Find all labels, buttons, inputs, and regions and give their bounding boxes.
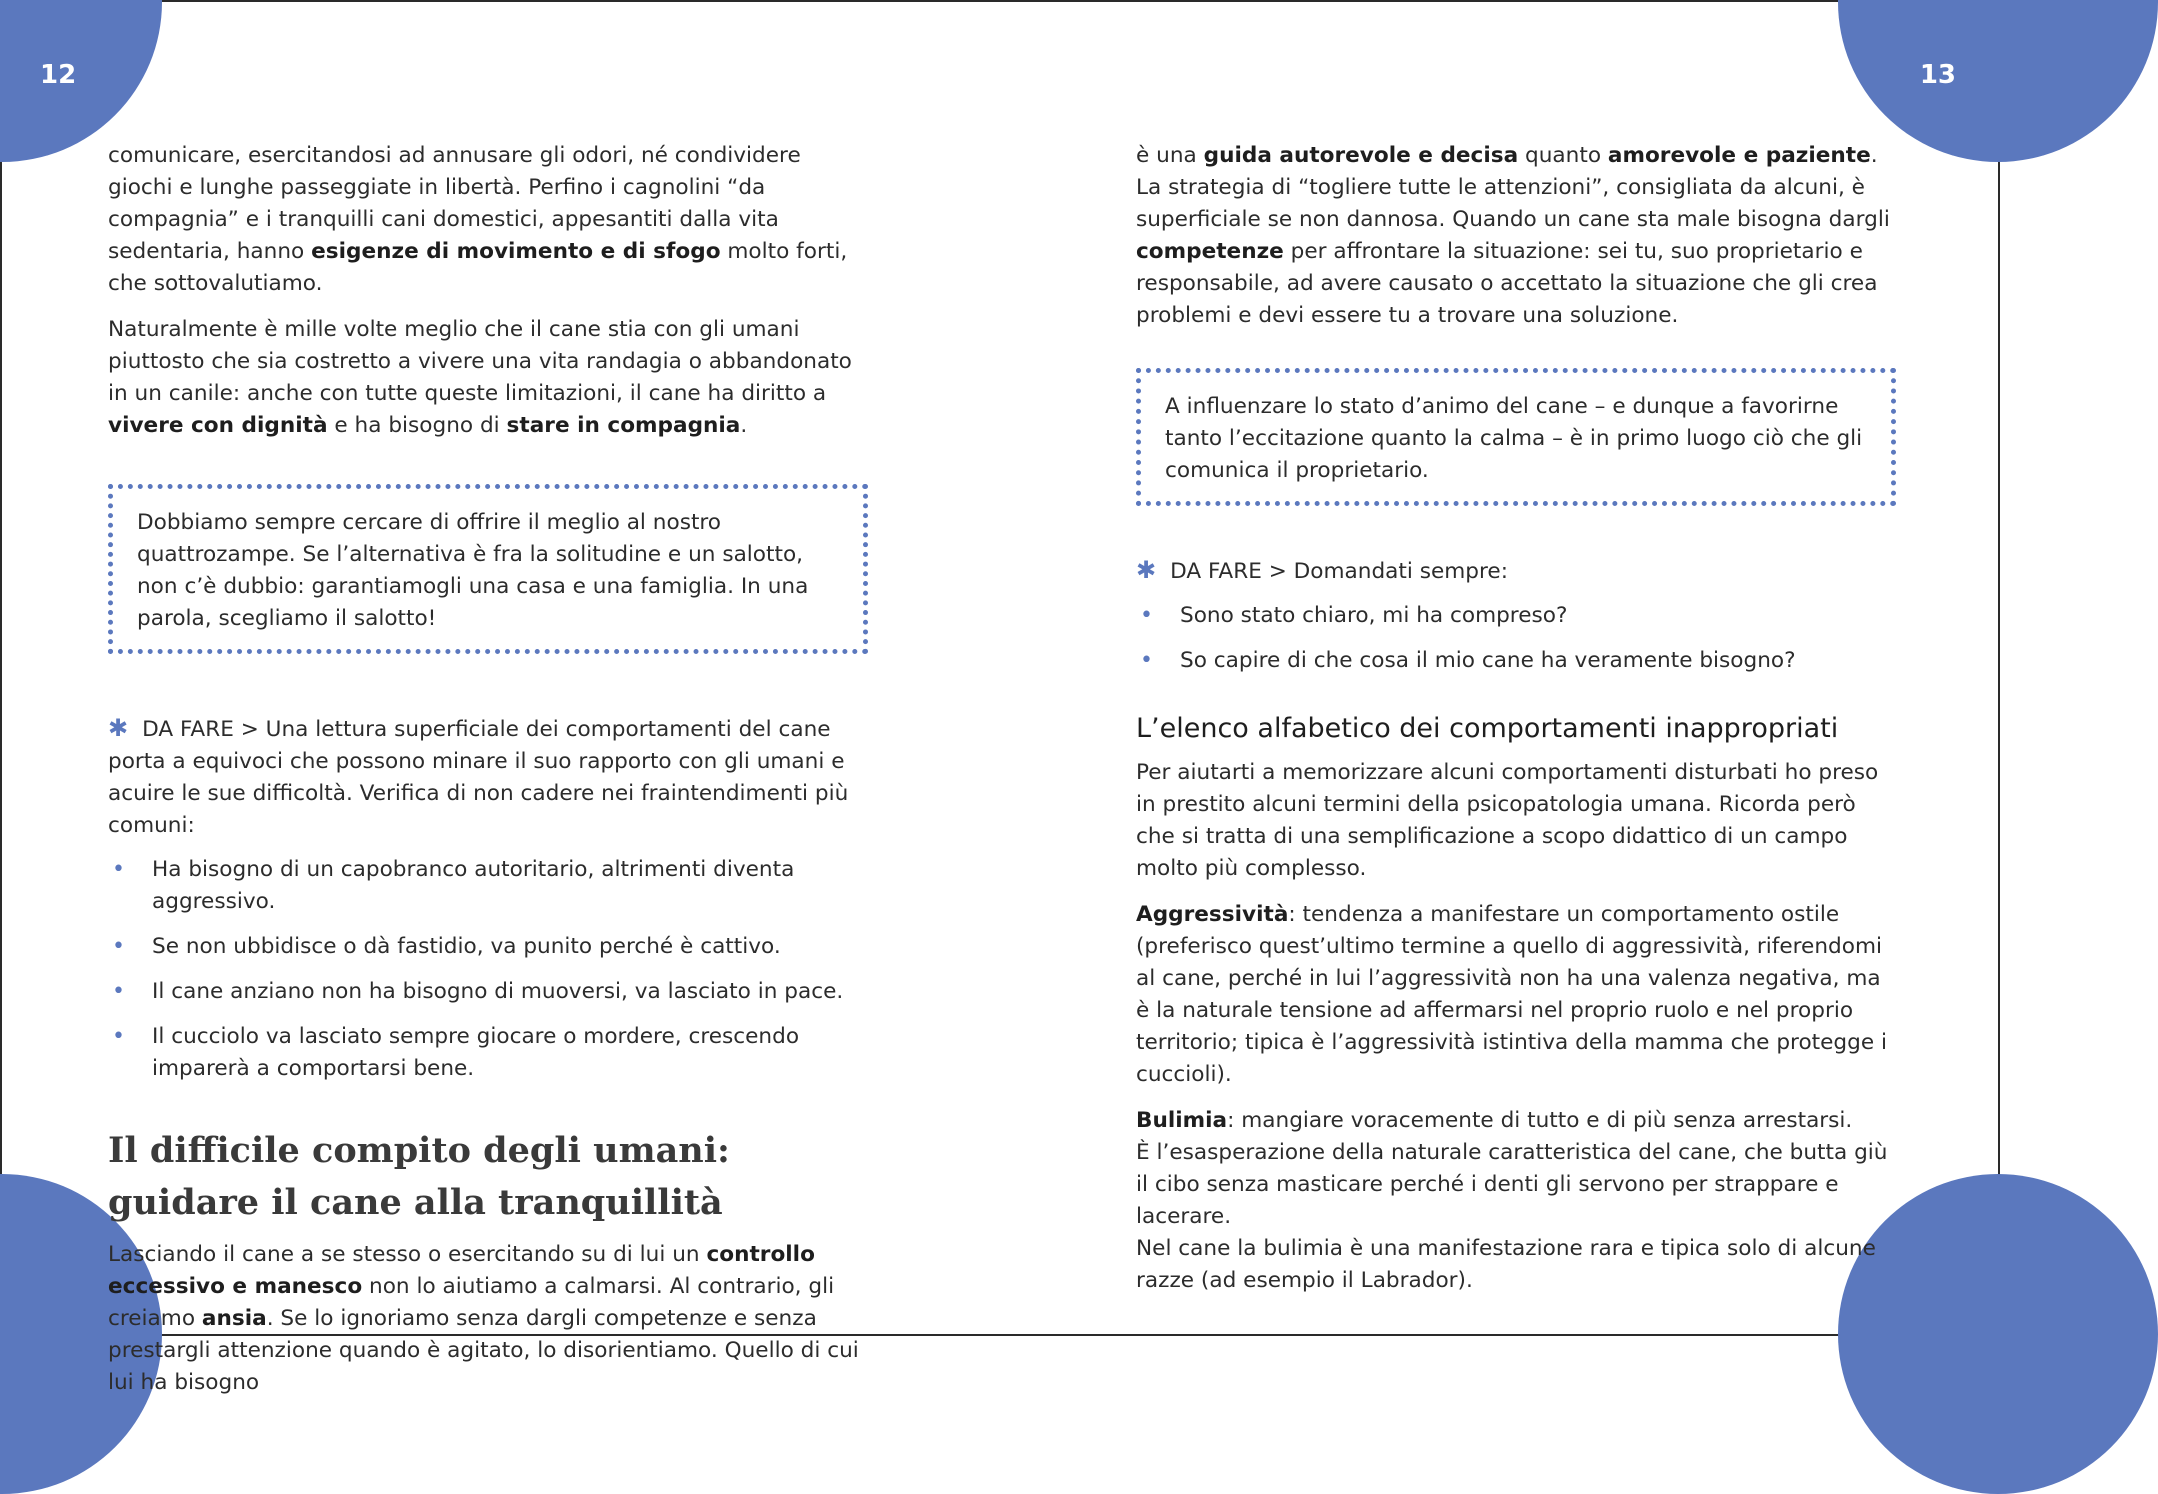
bold-text: guida autorevole e decisa xyxy=(1203,143,1519,168)
da-fare-note: ✱ DA FARE > Domandati sempre: xyxy=(1136,556,1508,584)
paragraph: Lasciando il cane a se stesso o esercitando su di lui un controllo eccessivo e manesco non lo aiutiamo a calmarsi. Al contrario, gli creiamo ansia. Se lo ignoriamo senza dargli competenze e senza prestargli attenzione quando è agitato, lo disorientiamo. Quello di cui lui ha bisogno xyxy=(108,1242,859,1395)
da-fare-note: ✱ DA FARE > Una lettura superficiale dei comportamenti del cane porta a equivoci che possono minare il suo rapporto con gli umani e acuire le sue difficoltà. Verifica di non cadere nei fraintendimenti più comuni: xyxy=(108,714,849,838)
corner-circle-top-left xyxy=(0,0,162,162)
paragraph: è una guida autorevole e decisa quanto amorevole e paziente. La strategia di “togliere tutte le attenzioni”, consigliata da alcuni, è superficiale se non dannosa. Quando un cane sta male bisogna dargli competenze per affrontare la situazione: sei tu, suo proprietario e responsabile, ad avere causato o accettato la situazione che gli crea problemi e devi essere tu a trovare una soluzione. xyxy=(1136,143,1890,328)
page-number-left: 12 xyxy=(40,60,77,90)
asterisk-icon: ✱ xyxy=(108,714,129,742)
bold-text: esigenze di movimento e di sfogo xyxy=(311,239,721,264)
dotted-callout-box xyxy=(1136,368,1896,506)
callout-text: Dobbiamo sempre cercare di offrire il meglio al nostro quattrozampe. Se l’alternativa è fra la solitudine e un salotto, non c’è dubbio: garantiamogli una casa e una famiglia. In una parola, scegliamo il salotto! xyxy=(137,510,809,631)
bold-text: competenze xyxy=(1136,239,1284,264)
left-page-column xyxy=(108,140,868,1413)
callout-text: A influenzare lo stato d’animo del cane – e dunque a favorirne tanto l’eccitazione quanto la calma – è in primo luogo ciò che gli comunica il proprietario. xyxy=(1165,394,1863,483)
bullet-icon: • xyxy=(1140,603,1153,628)
definition-aggressivita: Aggressività: tendenza a manifestare un comportamento ostile (preferisco quest’ultimo termine a quello di aggressività, riferendomi al cane, perché in lui l’aggressività non ha una valenza negativa, ma è la naturale tensione ad affermarsi nel proprio ruolo e nel proprio territorio; tipica è l’aggressività istintiva della mamma che protegge i cuccioli). xyxy=(1136,902,1887,1087)
bullet-icon: • xyxy=(112,857,125,882)
bullet-icon: • xyxy=(112,979,125,1004)
paragraph: Per aiutarti a memorizzare alcuni comportamenti disturbati ho preso in prestito alcuni termini della psicopatologia umana. Ricorda però che si tratta di una semplificazione a scopo didattico di un campo molto più complesso. xyxy=(1136,760,1879,881)
term: Bulimia xyxy=(1136,1108,1228,1133)
bullet-list xyxy=(108,854,868,1085)
list-item: • Il cane anziano non ha bisogno di muoversi, va lasciato in pace. xyxy=(108,976,868,1008)
bullet-icon: • xyxy=(112,1024,125,1049)
bold-text: vivere con dignità xyxy=(108,413,328,438)
page-number-right: 13 xyxy=(1919,60,1956,90)
paragraph: Naturalmente è mille volte meglio che il cane stia con gli umani piuttosto che sia costretto a vivere una vita randagia o abbandonato in un canile: anche con tutte queste limitazioni, il cane ha diritto a vivere con dignità e ha bisogno di stare in compagnia. xyxy=(108,317,852,438)
bold-text: amorevole e paziente xyxy=(1607,143,1871,168)
list-item: • Il cucciolo va lasciato sempre giocare o mordere, crescendo imparerà a comportarsi bene. xyxy=(108,1021,868,1085)
paragraph: comunicare, esercitandosi ad annusare gli odori, né condividere giochi e lunghe passeggiate in libertà. Perfino i cagnolini “da compagnia” e i tranquilli cani domestici, appesantiti dalla vita sedentaria, hanno esigenze di movimento e di sfogo molto forti, che sottovalutiamo. xyxy=(108,143,848,296)
asterisk-icon: ✱ xyxy=(1136,556,1157,584)
list-item: • Sono stato chiaro, mi ha compreso? xyxy=(1136,600,1896,632)
list-item: • So capire di che cosa il mio cane ha veramente bisogno? xyxy=(1136,645,1896,677)
section-heading: Il difficile compito degli umani: guidare il cane alla tranquillità xyxy=(108,1130,730,1223)
section-heading: L’elenco alfabetico dei comportamenti inappropriati xyxy=(1136,713,1839,744)
bullet-icon: • xyxy=(1140,648,1153,673)
bold-text: ansia xyxy=(201,1306,267,1331)
dotted-callout-box xyxy=(108,484,868,654)
list-item: • Se non ubbidisce o dà fastidio, va punito perché è cattivo. xyxy=(108,931,868,963)
list-item: • Ha bisogno di un capobranco autoritario, altrimenti diventa aggressivo. xyxy=(108,854,868,918)
right-page-column xyxy=(1136,140,1896,1311)
bold-text: stare in compagnia xyxy=(506,413,741,438)
definition-bulimia: Bulimia: mangiare voracemente di tutto e di più senza arrestarsi. È l’esasperazione della naturale caratteristica del cane, che butta giù il cibo senza masticare perché i denti gli servono per strappare e lacerare. Nel cane la bulimia è una manifestazione rara e tipica solo di alcune razze (ad esempio il Labrador). xyxy=(1136,1108,1888,1293)
bullet-list xyxy=(1136,600,1896,677)
term: Aggressività xyxy=(1136,902,1289,927)
corner-circle-top-right xyxy=(1838,0,2158,162)
bullet-icon: • xyxy=(112,934,125,959)
bold-text: controllo eccessivo e manesco xyxy=(108,1242,815,1299)
